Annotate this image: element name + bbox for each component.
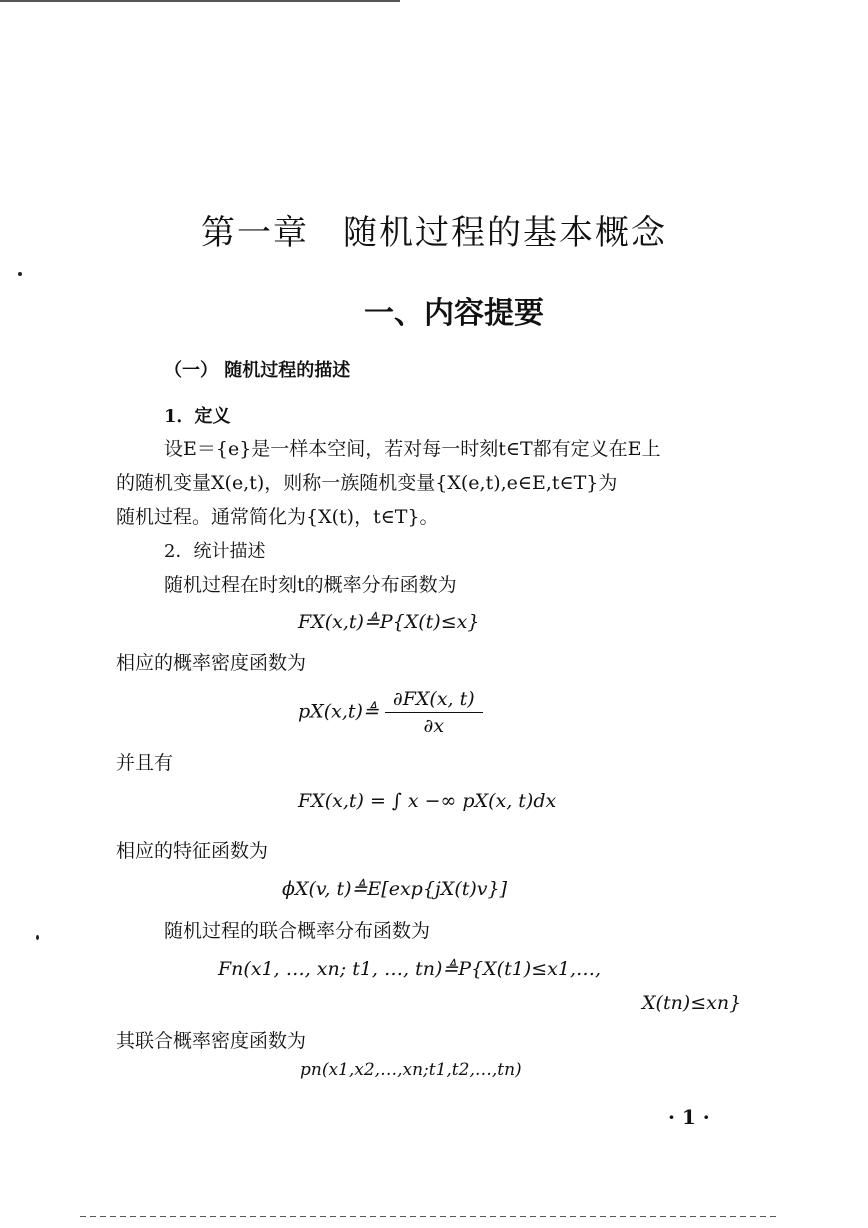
equation-cdf: FX(x,t)≜P{X(t)≤x} bbox=[298, 611, 480, 633]
fraction-denominator: ∂x bbox=[423, 715, 445, 737]
body-line: 随机过程在时刻t的概率分布函数为 bbox=[164, 574, 457, 596]
body-line: 相应的概率密度函数为 bbox=[116, 652, 307, 674]
scan-edge-bottom bbox=[80, 1216, 780, 1217]
body-line: 相应的特征函数为 bbox=[116, 840, 269, 862]
equation-joint-cdf-line1: Fn(x1, …, xn; t1, …, tn)≜P{X(t1)≤x1,…, bbox=[218, 958, 602, 980]
body-line: 其联合概率密度函数为 bbox=[116, 1030, 307, 1052]
page-number: · 1 · bbox=[668, 1105, 710, 1129]
equation-integral: FX(x,t) = ∫ x −∞ pX(x, t)dx bbox=[298, 790, 557, 812]
body-line: 随机过程的联合概率分布函数为 bbox=[164, 920, 431, 942]
scan-edge-top bbox=[0, 0, 400, 2]
definition-line: 的随机变量X(e,t)，则称一族随机变量{X(e,t),e∈E,t∈T}为 bbox=[116, 472, 618, 494]
fraction bbox=[385, 688, 483, 737]
definition-line: 设E＝{e}是一样本空间，若对每一时刻t∈T都有定义在E上 bbox=[164, 438, 661, 460]
equation-pdf bbox=[298, 688, 483, 737]
body-line: 并且有 bbox=[116, 752, 174, 774]
equation-joint-pdf: pn(x1,x2,…,xn;t1,t2,…,tn) bbox=[300, 1060, 522, 1080]
chapter-heading bbox=[0, 205, 868, 254]
chapter-title: 随机过程的基本概念 bbox=[343, 213, 667, 253]
section-title: 一、内容提要 bbox=[364, 296, 544, 331]
subsection-title: （一） 随机过程的描述 bbox=[164, 360, 351, 381]
equation-characteristic-function: ϕX(v, t)≜E[exp{jX(t)v}] bbox=[282, 878, 508, 900]
statistics-heading: 2．统计描述 bbox=[164, 541, 266, 562]
fraction-numerator: ∂FX(x, t) bbox=[385, 688, 483, 713]
equation-joint-cdf-line2: X(tn)≤xn} bbox=[642, 992, 742, 1014]
definition-heading: 1．定义 bbox=[164, 406, 231, 427]
equation-pdf-lhs: pX(x,t)≜ bbox=[298, 700, 379, 723]
definition-line: 随机过程。通常简化为{X(t)，t∈T}。 bbox=[116, 506, 439, 528]
scan-speck bbox=[36, 935, 39, 940]
scan-speck bbox=[18, 272, 22, 276]
chapter-number: 第一章 bbox=[201, 213, 309, 253]
